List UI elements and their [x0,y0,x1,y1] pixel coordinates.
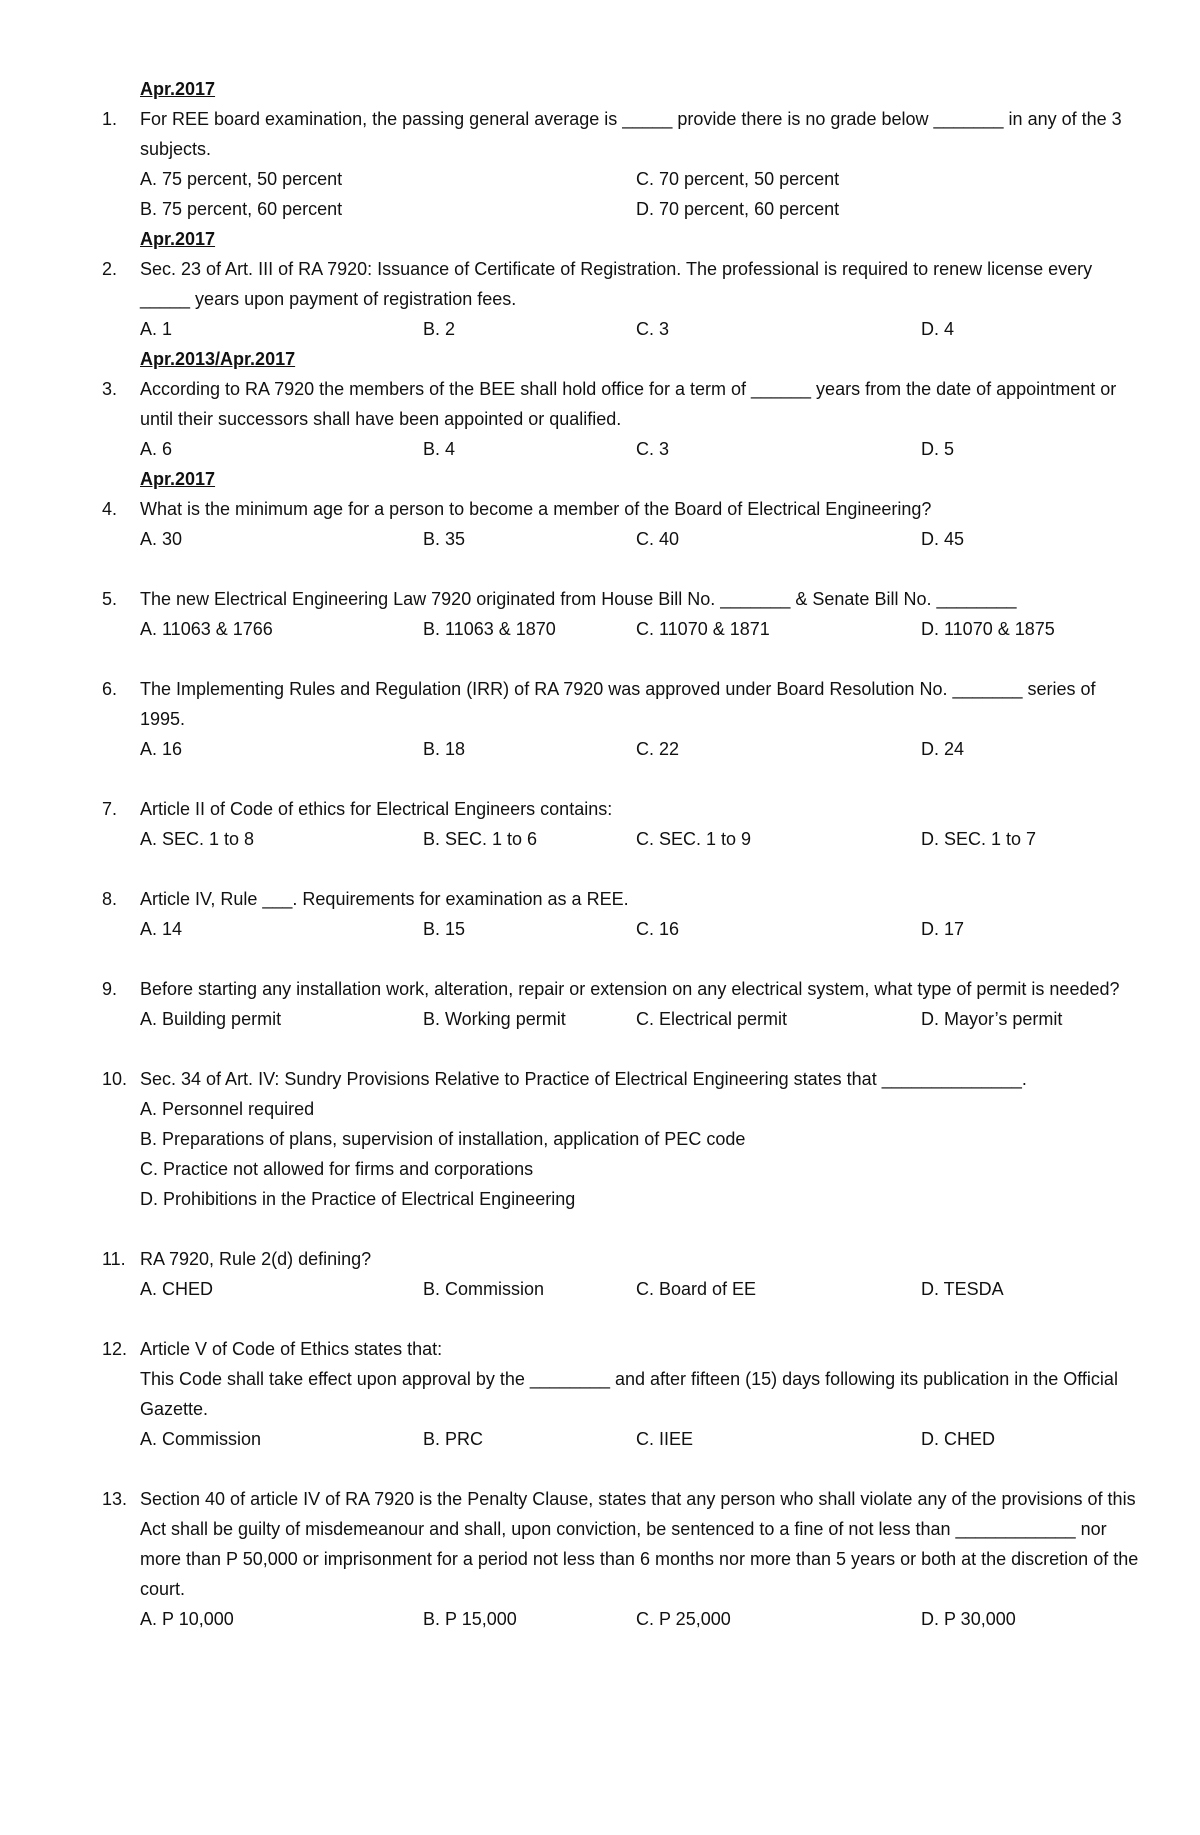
option-c: C. Electrical permit [636,1009,788,1029]
option-d: D. 24 [921,739,965,759]
option-c: C. 3 [636,319,670,339]
options-row [140,914,1142,944]
option-c: C. P 25,000 [636,1609,731,1629]
question-8 [102,884,1142,944]
question-stem: Article IV, Rule ___. Requirements for examination as a REE. [140,889,629,909]
option-c: C. 22 [636,739,680,759]
exam-tag: Apr.2017 [140,229,216,249]
option-d: D. 4 [921,319,955,339]
option-a: A. Personnel required [140,1099,315,1119]
option-c: C. 40 [636,529,680,549]
question-number: 12. [102,1339,128,1359]
question-number: 4. [102,499,118,519]
option-d: D. 45 [921,529,965,549]
question-number: 7. [102,799,118,819]
question-stem: According to RA 7920 the members of the BEE shall hold office for a term of ______ years from the date of appointment or until their successors shall have been appointed or qualified. [140,379,1117,429]
option-b: B. 35 [423,529,466,549]
option-b: B. 15 [423,919,466,939]
question-stem: Article II of Code of ethics for Electrical Engineers contains: [140,799,613,819]
option-d: D. Prohibitions in the Practice of Electrical Engineering [140,1189,576,1209]
question-stem: Sec. 34 of Art. IV: Sundry Provisions Relative to Practice of Electrical Engineering states that ______________. [140,1069,1027,1089]
option-b: B. 2 [423,319,456,339]
option-a: A. 16 [140,739,183,759]
question-number: 9. [102,979,118,999]
question-number: 1. [102,109,118,129]
option-a: A. 14 [140,919,183,939]
option-a: A. SEC. 1 to 8 [140,829,255,849]
option-d: D. 5 [921,439,955,459]
options-row [140,1004,1142,1034]
options-row [140,1274,1142,1304]
question-number: 13. [102,1489,128,1509]
question-number: 3. [102,379,118,399]
question-1 [102,104,1142,224]
option-d: D. 17 [921,919,965,939]
question-stem: For REE board examination, the passing general average is _____ provide there is no grade below _______ in any of the 3 subjects. [140,109,1122,159]
question-number: 2. [102,259,118,279]
question-stem: Section 40 of article IV of RA 7920 is the Penalty Clause, states that any person who shall violate any of the provisions of this Act shall be guilty of misdemeanour and shall, upon conviction, be sentenced to a fine of not less than ____________ nor more than P 50,000 or imprisonment for a period not less than 6 months nor more than 5 years or both at the discretion of the court. [140,1489,1139,1599]
question-4 [102,494,1142,554]
question-11 [102,1244,1142,1304]
option-d: D. SEC. 1 to 7 [921,829,1037,849]
question-5 [102,584,1142,644]
options-row [140,434,1142,464]
options-row [140,1604,1142,1634]
options-row [140,524,1142,554]
question-number: 6. [102,679,118,699]
option-b: B. 75 percent, 60 percent [140,199,343,219]
option-b: B. Commission [423,1279,545,1299]
option-d: D. 11070 & 1875 [921,619,1055,639]
question-number: 8. [102,889,118,909]
question-stem-detail: This Code shall take effect upon approval by the ________ and after fifteen (15) days following its publication in the Official Gazette. [140,1369,1118,1419]
option-c: C. IIEE [636,1429,694,1449]
option-b: B. SEC. 1 to 6 [423,829,538,849]
options-list [140,1094,1142,1214]
options-row [140,314,1142,344]
option-b: B. PRC [423,1429,484,1449]
option-d: D. Mayor’s permit [921,1009,1063,1029]
option-d: D. 70 percent, 60 percent [636,199,840,219]
question-stem: What is the minimum age for a person to become a member of the Board of Electrical Engineering? [140,499,932,519]
options-row [140,614,1142,644]
options-row [140,164,1142,194]
question-6 [102,674,1142,764]
question-3 [102,374,1142,464]
option-c: C. SEC. 1 to 9 [636,829,752,849]
option-b: B. 18 [423,739,466,759]
question-13 [102,1484,1142,1634]
option-b: B. Preparations of plans, supervision of installation, application of PEC code [140,1129,746,1149]
option-c: C. 16 [636,919,680,939]
question-number: 11. [102,1249,126,1269]
options-row [140,734,1142,764]
option-b: B. Working permit [423,1009,566,1029]
option-c: C. Practice not allowed for firms and corporations [140,1159,534,1179]
option-d: D. P 30,000 [921,1609,1016,1629]
option-b: B. 11063 & 1870 [423,619,556,639]
options-row [140,824,1142,854]
option-a: A. 30 [140,529,183,549]
option-a: A. P 10,000 [140,1609,234,1629]
question-2 [102,254,1142,344]
option-d: D. TESDA [921,1279,1004,1299]
question-10 [102,1064,1142,1214]
question-stem: Before starting any installation work, alteration, repair or extension on any electrical system, what type of permit is needed? [140,979,1120,999]
question-stem: Article V of Code of Ethics states that: [140,1339,443,1359]
option-c: C. Board of EE [636,1279,757,1299]
question-stem: The Implementing Rules and Regulation (IRR) of RA 7920 was approved under Board Resolution No. _______ series of 1995. [140,679,1096,729]
option-a: A. Building permit [140,1009,282,1029]
exam-tag: Apr.2017 [140,79,216,99]
options-row [140,194,1142,224]
option-a: A. 1 [140,319,173,339]
option-a: A. 11063 & 1766 [140,619,273,639]
option-c: C. 3 [636,439,670,459]
question-stem: RA 7920, Rule 2(d) defining? [140,1249,372,1269]
option-b: B. 4 [423,439,456,459]
question-number: 5. [102,589,118,609]
option-a: A. 75 percent, 50 percent [140,169,343,189]
question-number: 10. [102,1069,128,1089]
option-a: A. 6 [140,439,173,459]
option-a: A. Commission [140,1429,262,1449]
question-stem: The new Electrical Engineering Law 7920 originated from House Bill No. _______ & Senate Bill No. ________ [140,589,1017,609]
option-a: A. CHED [140,1279,214,1299]
question-stem: Sec. 23 of Art. III of RA 7920: Issuance of Certificate of Registration. The professional is required to renew license every _____ years upon payment of registration fees. [140,259,1093,309]
option-d: D. CHED [921,1429,996,1449]
exam-tag: Apr.2013/Apr.2017 [140,349,296,369]
question-12 [102,1334,1142,1454]
option-b: B. P 15,000 [423,1609,517,1629]
exam-tag: Apr.2017 [140,469,216,489]
question-9 [102,974,1142,1034]
exam-document [102,74,1142,1634]
options-row [140,1424,1142,1454]
option-c: C. 70 percent, 50 percent [636,169,840,189]
question-7 [102,794,1142,854]
option-c: C. 11070 & 1871 [636,619,770,639]
